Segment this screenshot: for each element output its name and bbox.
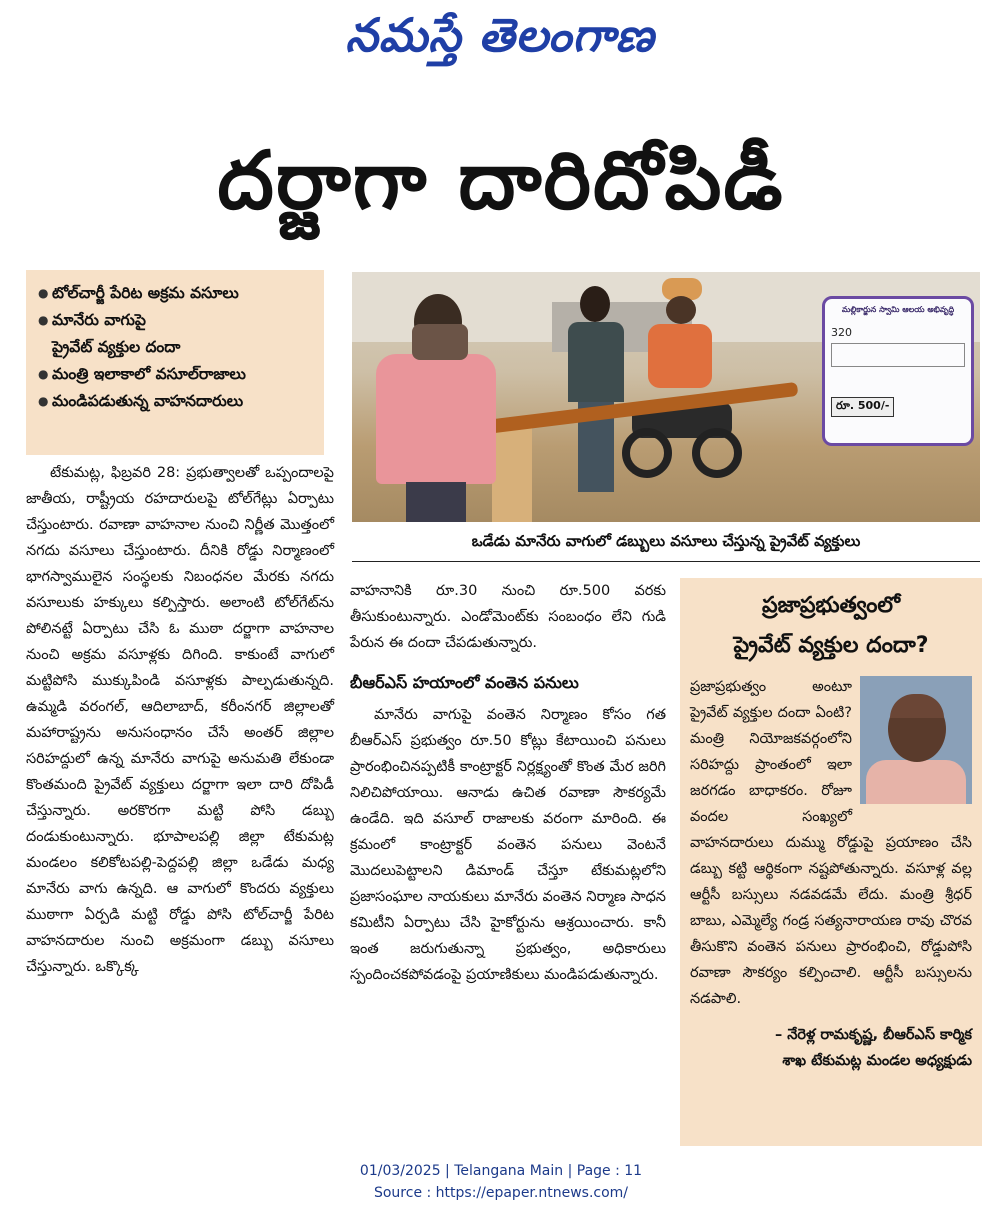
receipt-amount: రూ. 500/-	[831, 397, 894, 417]
headline	[20, 130, 982, 250]
highlight-item: ● మండిపడుతున్న వాహనదారులు	[38, 388, 318, 415]
sidebox-body	[690, 674, 972, 1012]
photo-caption: ఒడేడు మానేరు వాగులో డబ్బులు వసూలు చేస్తున్న ప్రైవేట్ వ్యక్తులు	[352, 524, 980, 562]
article-paragraph: మానేరు వాగుపై వంతెన నిర్మాణం కోసం గత బీఆర్‌ఎస్ ప్రభుత్వం రూ.50 కోట్లు కేటాయించి పనులు ప్రారంభించినప్పటికీ కాంట్రాక్టర్ నిర్లక్ష్యంతో కొంత మేర జరిగి నిలిచిపోయాయి. ఆనాడు ఉచిత రవాణా సౌకర్యమే ఉండేది. ఇది వసూల్ రాజాలకు వరంగా మారింది. ఈ క్రమంలో కాంట్రాక్టర్ వంతెన పనులు వెంటనే మొదలుపెట్టాలని డిమాండ్ చేస్తూ టేకుమట్లలోని ప్రజాసంఘాల నాయకులు మానేరు వంతెన నిర్మాణ సాధన కమిటీని ఏర్పాటు చేసి హైకోర్టును ఆశ్రయించారు. కానీ ఇంత జరుగుతున్నా ప్రభుత్వం, అధికారులు స్పందించకపోవడంపై ప్రయాణికులు మండిపడుతున్నారు.	[350, 707, 666, 983]
barrier-post	[492, 422, 532, 522]
footer-date-line: 01/03/2025 | Telangana Main | Page : 11	[359, 1163, 643, 1179]
article-subheading: బీఆర్‌ఎస్ హయాంలో వంతెన పనులు	[350, 673, 579, 692]
sidebox-text: ప్రజాప్రభుత్వం అంటూ ప్రైవేట్ వ్యక్తుల దందా ఏంటి? మంత్రి నియోజకవర్గంలోని సరిహద్దు ప్రాంతంలో ఇలా జరగడం బాధాకరం. రోజూ వందల సంఖ్యలో వాహనదారులు దుమ్ము రోడ్డుపై ప్రయాణం చేసి డబ్బు కట్టి ఆర్థికంగా నష్టపోతున్నారు. వసూళ్ల వల్ల ఆర్టీసీ బస్సులు నడవడమే లేదు. మంత్రి శ్రీధర్ బాబు, ఎమ్మెల్యే గండ్ర సత్యనారాయణ రావు చొరవ తీసుకొని వంతెన పనులు ప్రారంభించి, రోడ్డుపోసి రవాణా సౌకర్యం కల్పించాలి. ఆర్టీసీ బస్సులను నడపాలి.	[690, 679, 972, 1007]
highlight-item: ● టోల్‌చార్జీ పేరిట అక్రమ వసూలు	[38, 280, 318, 307]
receipt-inset	[822, 296, 974, 446]
page-footer	[0, 1160, 1002, 1204]
article-column-2	[350, 578, 666, 1133]
bullet-icon: ●	[38, 394, 49, 408]
article-column-1	[26, 460, 334, 1135]
highlight-item: ● మంత్రి ఇలాకాలో వసూల్‌రాజాలు	[38, 361, 318, 388]
headline-text: దర్జాగా దారిదోపిడీ	[217, 133, 785, 227]
highlight-item: ● మానేరు వాగుపై	[38, 307, 318, 334]
receipt-number: 320	[831, 326, 852, 339]
news-photo	[352, 272, 980, 522]
quote-sidebox	[680, 578, 982, 1146]
bullet-icon: ●	[38, 313, 49, 327]
quote-author: – నేరెళ్ల రామకృష్ణ, బీఆర్‌ఎస్ కార్మిక శాఖ టేకుమట్ల మండల అధ్యక్షుడు	[774, 1027, 972, 1069]
highlights-box	[26, 270, 324, 455]
sidebox-title-line1: ప్రజాప్రభుత్వంలో	[761, 593, 901, 618]
article-paragraph: టేకుమట్ల, ఫిబ్రవరి 28: ప్రభుత్వాలతో ఒప్పందాలపై జాతీయ, రాష్ట్రీయ రహదారులపై టోల్‌గేట్లు ఏర్పాటు చేస్తుంటారు. రవాణా వాహనాల నుంచి నిర్ణీత మొత్తంలో నగదు వసూలు చేస్తుంటారు. దీనికి రోడ్డు నిర్మాణంలో భాగస్వాములైన సంస్థలకు నిబంధనల మేరకు నగదు వసూలుకు హక్కులు కల్పిస్తారు. అలాంటి టోల్‌గేట్‌ను పోలినట్టే ఏర్పాటు చేసి ఓ ముఠా దర్జాగా వాహనాల నుంచి అక్రమ వసూళ్లకు దిగింది. కాకుంటే వాగులో మట్టిపోసి ముక్కుపిండి వసూళ్లకు పాల్పడుతున్నది. ఉమ్మడి వరంగల్, ఆదిలాబాద్, కరీంనగర్ జిల్లాలతో మహారాష్ట్రను అనుసంధానం చేసే అంతర్ జిల్లాల సరిహద్దులో ఉన్న మానేరు వాగుపై అనుమతి లేకుండా కొంతమంది ప్రైవేట్ వ్యక్తులు దర్జాగా ఇలా దారి దోపిడీ చేస్తున్నారు. అరకొరగా మట్టి పోసి డబ్బు దండుకుంటున్నారు. భూపాలపల్లి జిల్లా టేకుమట్ల మండలం కలికోటపల్లి-పెద్దపల్లి జిల్లా ఒడేడు మధ్య మానేరు వాగు ఉన్నది. ఆ వాగులో కొందరు వ్యక్తులు ముఠాగా ఏర్పడి మట్టి రోడ్డు పోసి టోల్‌చార్జీ పేరిట వాహనదారుల నుంచి అక్రమంగా డబ్బు వసూలు చేస్తున్నారు. ఒక్కొక్క	[26, 465, 334, 975]
bullet-icon: ●	[38, 286, 49, 300]
footer-source-link[interactable]: Source : https://epaper.ntnews.com/	[373, 1185, 629, 1201]
highlight-item-continued: ప్రైవేట్ వ్యక్తుల దందా	[52, 338, 181, 356]
article-paragraph: వాహనానికి రూ.30 నుంచి రూ.500 వరకు తీసుకుంటున్నారు. ఎండోమెంట్‌కు సంబంధం లేని గుడి పేరున ఈ దందా చేపడుతున్నారు.	[350, 583, 666, 651]
masthead-logo	[300, 8, 700, 74]
person-figure	[642, 278, 712, 388]
bullet-icon: ●	[38, 367, 49, 381]
masthead-text: నమస్తే తెలంగాణ	[345, 8, 655, 62]
avatar	[860, 676, 972, 804]
receipt-title: మల్లికార్జున స్వామి ఆలయ అభివృద్ధి	[841, 305, 955, 314]
sidebox-title-line2: ప్రైవేట్ వ్యక్తుల దందా?	[733, 633, 929, 658]
person-figure	[376, 294, 496, 522]
person-figure	[568, 286, 624, 492]
